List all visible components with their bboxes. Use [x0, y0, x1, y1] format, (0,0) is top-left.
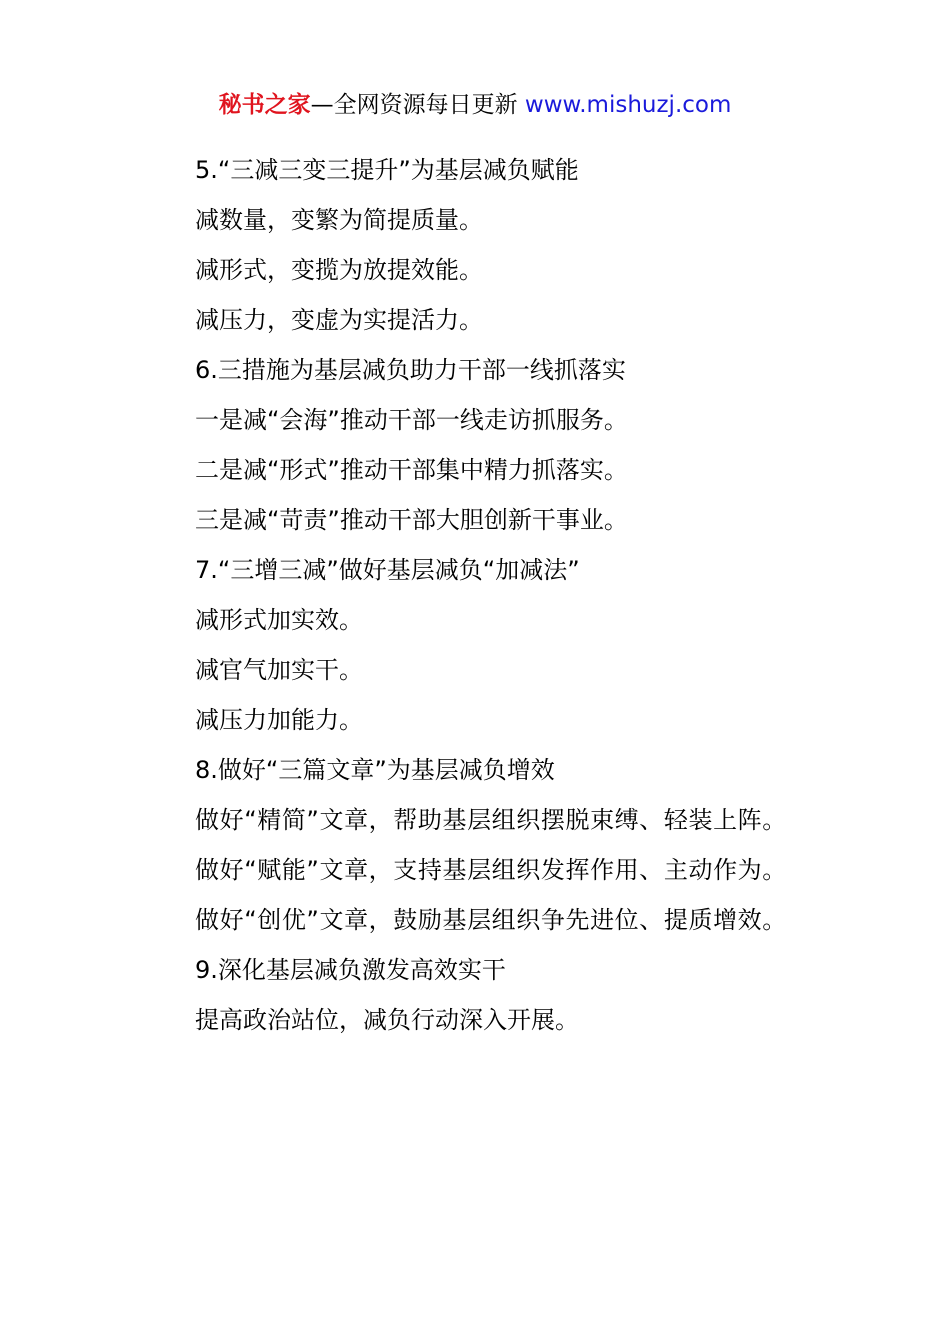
paragraph: 减数量，变繁为简提质量。 [195, 206, 483, 234]
brand-name: 秘书之家 [218, 92, 311, 118]
paragraph: 做好“创优”文章，鼓励基层组织争先进位、提质增效。 [195, 906, 787, 934]
section-heading-9: 9.深化基层减负激发高效实干 [195, 956, 506, 984]
paragraph: 一是减“会海”推动干部一线走访抓服务。 [195, 406, 628, 434]
paragraph: 三是减“苛责”推动干部大胆创新干事业。 [195, 506, 628, 534]
page-header [0, 88, 950, 122]
paragraph: 提高政治站位，减负行动深入开展。 [195, 1006, 579, 1034]
section-heading-7: 7.“三增三减”做好基层减负“加减法” [195, 556, 580, 584]
paragraph: 减形式加实效。 [195, 606, 363, 634]
paragraph: 做好“赋能”文章，支持基层组织发挥作用、主动作为。 [195, 856, 787, 884]
section-heading-6: 6.三措施为基层减负助力干部一线抓落实 [195, 356, 626, 384]
paragraph: 二是减“形式”推动干部集中精力抓落实。 [195, 456, 628, 484]
section-heading-5: 5.“三减三变三提升”为基层减负赋能 [195, 156, 579, 184]
paragraph: 减官气加实干。 [195, 656, 363, 684]
paragraph: 做好“精简”文章，帮助基层组织摆脱束缚、轻装上阵。 [195, 806, 787, 834]
paragraph: 减压力加能力。 [195, 706, 363, 734]
section-heading-8: 8.做好“三篇文章”为基层减负增效 [195, 756, 555, 784]
website-link[interactable]: www.mishuzj.com [524, 92, 732, 118]
paragraph: 减形式，变揽为放提效能。 [195, 256, 483, 284]
document-body [145, 145, 807, 1045]
paragraph: 减压力，变虚为实提活力。 [195, 306, 483, 334]
header-slogan: —全网资源每日更新 [310, 92, 525, 118]
